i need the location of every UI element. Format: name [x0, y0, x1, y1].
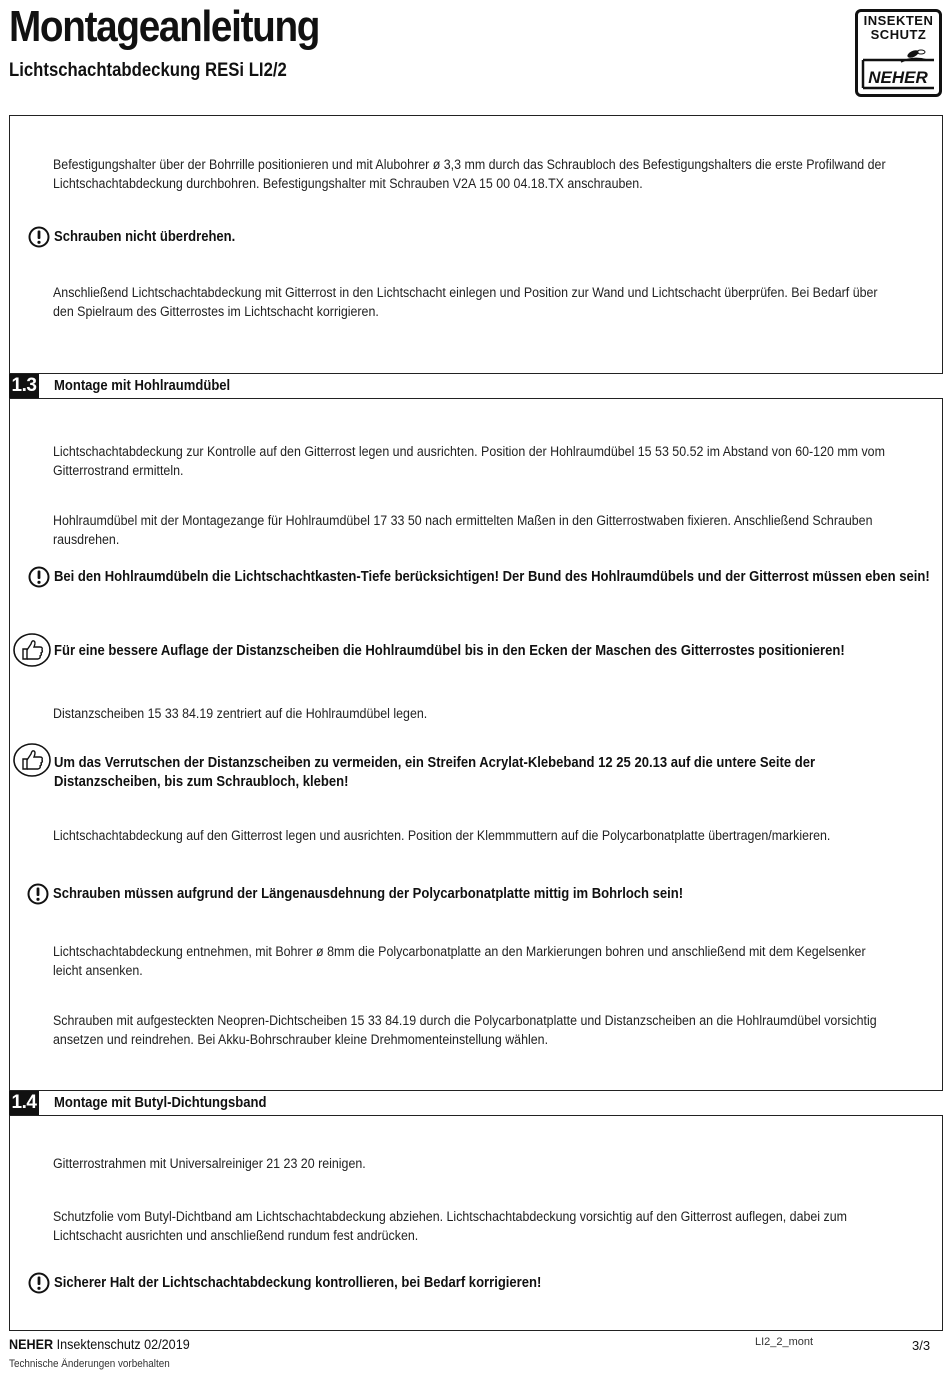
thumbs-up-icon: [12, 632, 52, 668]
warning-text: Schrauben nicht überdrehen.: [54, 228, 236, 245]
section-1-3-paragraph-3: Distanzscheiben 15 33 84.19 zentriert auf die Hohlraumdübel legen.: [53, 706, 428, 721]
exclamation-circle-icon: [27, 883, 49, 905]
logo-brand-text: NEHER: [868, 68, 928, 87]
intro-paragraph-1: Befestigungshalter über der Bohrrille positionieren und mit Alubohrer ø 3,3 mm durch das Schraubloch des Befestigungshalters die erste Profilwand der Lichtschachtabdeckung durchbohren. Befestigungshalter mit Schrauben V2A 15 00 04.18.TX anschrauben.: [53, 157, 886, 191]
footer-page-number: 3/3: [912, 1338, 931, 1353]
section-1-3-tip-2: [12, 742, 950, 792]
section-1-3-warning-2: [27, 883, 753, 905]
section-1-3-paragraph-1: Lichtschachtabdeckung zur Kontrolle auf den Gitterrost legen und ausrichten. Position der Hohlraumdübel 15 53 50.52 im Abstand von 60-120 mm vom Gitterrostrand ermitteln.: [53, 444, 885, 478]
neher-brand-mark-icon: [861, 46, 936, 92]
neher-logo: [855, 9, 942, 97]
section-1-3-tip-1: [12, 632, 933, 668]
warning-text: Schrauben müssen aufgrund der Längenausdehnung der Polycarbonatplatte mittig im Bohrloch sein!: [53, 885, 684, 902]
tip-text: Um das Verrutschen der Distanzscheiben zu vermeiden, ein Streifen Acrylat-Klebeband 12 25 20.13 auf die untere Seite der Distanzscheiben, bis zum Schraubloch, kleben!: [54, 755, 816, 790]
section-1-3-paragraph-2: Hohlraumdübel mit der Montagezange für Hohlraumdübel 17 33 50 nach ermittelten Maßen in den Gitterrostwaben fixieren. Anschließend Schrauben rausdrehen.: [53, 513, 873, 547]
warning-text: Bei den Hohlraumdübeln die Lichtschachtkasten-Tiefe berücksichtigen! Der Bund des Hohlraumdübels und der Gitterrost müssen eben sein!: [54, 568, 930, 585]
section-number: 1.4: [9, 1091, 39, 1115]
section-1-4-paragraph-2: Schutzfolie vom Butyl-Dichtband am Lichtschachtabdeckung abziehen. Lichtschachtabdeckung vorsichtig auf den Gitterrost auflegen, dabei zum Lichtschacht ausrichten und anschließend rundum fest andrücken.: [53, 1209, 847, 1243]
section-1-3-paragraph-6: Schrauben mit aufgesteckten Neopren-Dichtscheiben 15 33 84.19 durch die Polycarbonatplatte und Distanzscheiben an die Hohlraumdübel vorsichtig ansetzen und reindrehen. Bei Akku-Bohrschrauber kleine Drehmomenteinstellung wählen.: [53, 1013, 877, 1047]
section-title: Montage mit Hohlraumdübel: [54, 378, 231, 394]
section-1-4-paragraph-1: Gitterrostrahmen mit Universalreiniger 21 23 20 reinigen.: [53, 1156, 366, 1171]
section-1-4-header: [9, 1090, 943, 1116]
section-1-4-warning-1: [28, 1272, 595, 1294]
section-number: 1.3: [9, 374, 39, 398]
tip-text: Für eine bessere Auflage der Distanzscheiben die Hohlraumdübel bis in den Ecken der Maschen des Gitterrostes positionieren!: [54, 643, 845, 659]
intro-paragraph-2: Anschließend Lichtschachtabdeckung mit Gitterrost in den Lichtschacht einlegen und Position zur Wand und Lichtschacht überprüfen. Bei Bedarf über den Spielraum des Gitterrostes im Lichtschacht korrigieren.: [53, 285, 878, 319]
section-1-3-warning-1: [28, 566, 950, 588]
section-1-3-paragraph-5: Lichtschachtabdeckung entnehmen, mit Bohrer ø 8mm die Polycarbonatplatte an den Markierungen bohren und anschließend mit dem Kegelsenker leicht ansenken.: [53, 944, 866, 978]
thumbs-up-icon: [12, 742, 52, 778]
document-subtitle: Lichtschachtabdeckung RESi LI2/2: [9, 60, 287, 81]
exclamation-circle-icon: [28, 566, 50, 588]
exclamation-circle-icon: [28, 226, 50, 248]
section-1-3-paragraph-4: Lichtschachtabdeckung auf den Gitterrost legen und ausrichten. Position der Klemmmuttern auf die Polycarbonatplatte übertragen/markieren.: [53, 828, 831, 843]
warning-text: Sicherer Halt der Lichtschachtabdeckung kontrollieren, bei Bedarf korrigieren!: [54, 1274, 542, 1291]
footer-note: Technische Änderungen vorbehalten: [9, 1358, 170, 1370]
logo-line-1: INSEKTEN: [863, 13, 934, 28]
footer-company-text: Insektenschutz 02/2019: [56, 1336, 190, 1352]
exclamation-circle-icon: [28, 1272, 50, 1294]
logo-line-2: SCHUTZ: [870, 27, 927, 42]
footer-brand: NEHER: [9, 1336, 54, 1352]
intro-warning-1: [28, 226, 255, 248]
document-title: Montageanleitung: [9, 2, 320, 51]
section-title: Montage mit Butyl-Dichtungsband: [54, 1095, 267, 1111]
section-1-3-header: [9, 373, 943, 399]
footer-company: [9, 1336, 190, 1352]
footer-document-code: LI2_2_mont: [755, 1336, 814, 1348]
